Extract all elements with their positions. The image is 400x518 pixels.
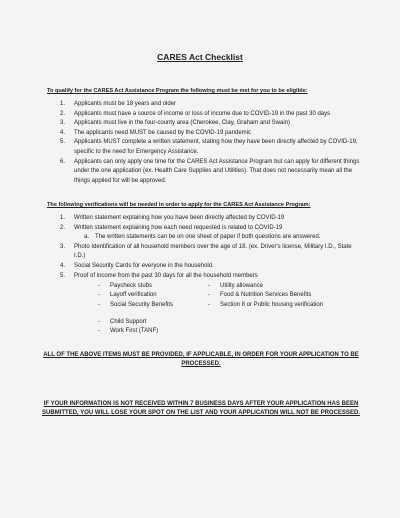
list-text: Proof of income from the past 30 days for all the household members [74, 272, 258, 279]
list-number: 1. [60, 101, 66, 107]
list-item [60, 158, 360, 187]
deadline-notice: IF YOUR INFORMATION IS NOT RECEIVED WITHIN 7 BUSINESS DAYS AFTER YOUR APPLICATION HAS BEEN SUBMITTED, YOU WILL LOSE YOUR SPOT ON THE LIST AND YOUR APPLICATION WILL NOT BE PROCESSED. [42, 401, 360, 417]
page-title: CARES Act Checklist [157, 52, 243, 62]
list-number: 4. [60, 262, 66, 269]
list-item [60, 110, 360, 120]
list-item [60, 138, 360, 157]
list-number: 3. [60, 120, 66, 127]
list-item [60, 129, 360, 139]
required-items-notice: ALL OF THE ABOVE ITEMS MUST BE PROVIDED, IF APPLICABLE, IN ORDER FOR YOUR APPLICATION TO BE PROCESSED. [43, 352, 359, 368]
income-proof-list [98, 282, 358, 322]
list-text: Social Security Cards for everyone in the household. [74, 262, 214, 269]
list-number: 5. [60, 139, 66, 146]
eligibility-heading: To qualify for the CARES Act Assistance Program the following must be met for you to be eligible: [47, 88, 308, 94]
list-number: 2. [60, 224, 66, 231]
income-proof-item: - Layoff verification [98, 292, 157, 299]
list-text: Applicants must have a source of income or loss of income due to COVID-19 in the past 30 days [74, 110, 331, 117]
list-item [60, 272, 360, 282]
verification-list [60, 214, 360, 281]
list-item [60, 214, 360, 224]
income-proof-left-column [98, 282, 218, 310]
list-item [60, 119, 360, 129]
income-proof-extra-column [98, 318, 218, 337]
eligibility-list [60, 100, 360, 186]
list-text: Applicants can only apply one time for the CARES Act Assistance Program but can apply for different things under the one application (ex. Health Care Supplies and Utilities). That does not necessarily mean all the things applied for will be approved. [74, 158, 360, 184]
income-proof-item: - Food & Nutrition Services Benefits [208, 292, 312, 299]
income-proof-item: - Paycheck stubs [98, 283, 153, 289]
sub-item-text: The written statements can be on one sheet of paper if both questions are answered. [95, 234, 321, 241]
list-text: Written statement explaining how each need requested is related to COVID-19 [74, 224, 283, 231]
sub-item [74, 233, 360, 243]
list-text: Applicants must live in the four-county area (Cherokee, Clay, Graham and Swain) [74, 120, 290, 127]
list-text: Applicants MUST complete a written statement, stating how they have been directly affected by COVID-19, specific to the need for Emergency Assistance. [74, 139, 358, 155]
income-proof-item: - Work First (TANF) [98, 328, 159, 335]
list-number: 5. [60, 272, 66, 279]
list-item [60, 262, 360, 272]
list-item [60, 243, 360, 262]
list-number: 6. [60, 158, 66, 165]
list-item [60, 224, 360, 243]
income-proof-item: - Section 8 or Public housing verification [208, 301, 324, 308]
list-text: Photo Identification of all household members over the age of 18. (ex. Driver's license, Military I.D., State I.D.) [74, 243, 352, 260]
list-number: 1. [60, 215, 66, 221]
income-proof-item: - Child Support [98, 319, 147, 325]
list-text: The applicants need MUST be caused by the COVID-19 pandemic [74, 129, 251, 136]
list-text: Applicants must be 18 years and older [74, 101, 177, 107]
income-proof-item: - Utility allowance [208, 283, 264, 289]
verification-heading: The following verifications will be needed in order to apply for the CARES Act Assistance Program: [47, 202, 311, 208]
income-proof-right-column [208, 282, 358, 310]
list-item [60, 100, 360, 110]
list-number: 3. [60, 243, 66, 250]
income-proof-extra-list [98, 318, 358, 338]
list-number: 2. [60, 110, 66, 117]
list-number: 4. [60, 129, 66, 136]
sub-item-letter: a. [84, 234, 90, 241]
income-proof-item: - Social Security Benefits [98, 301, 174, 308]
list-text: Written statement explaining how you have been directly affected by COVID-19 [74, 215, 285, 221]
